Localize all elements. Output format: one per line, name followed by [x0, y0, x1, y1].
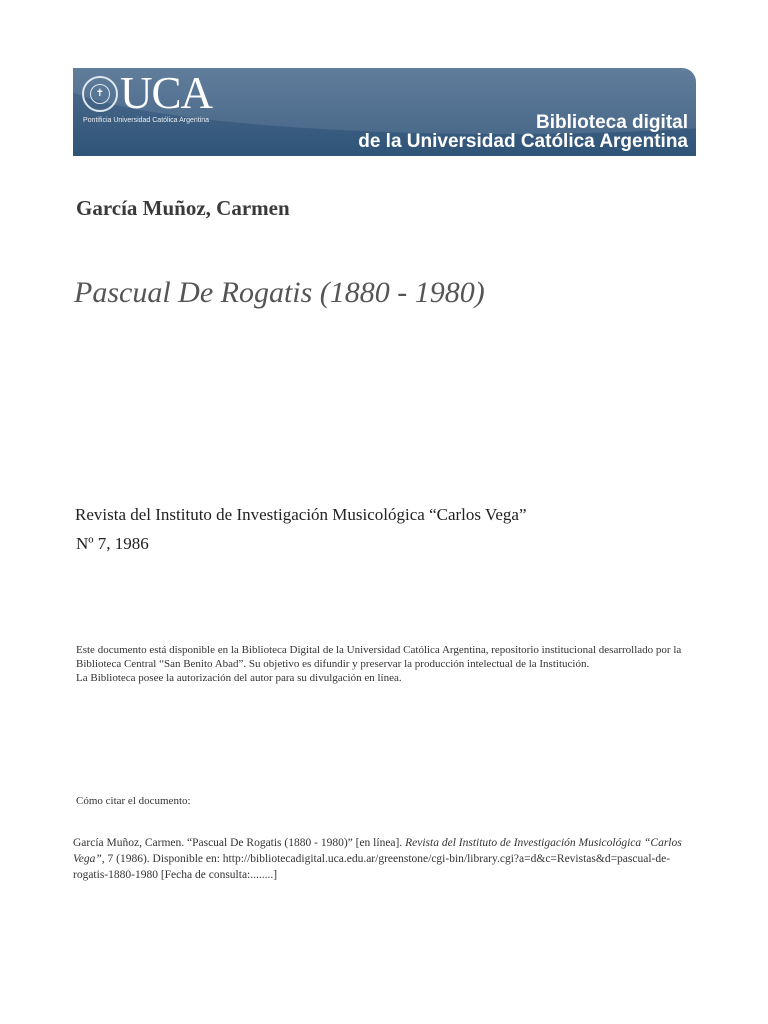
uca-logo-text: UCA [120, 68, 213, 118]
citation-part-2: , 7 (1986). Disponible en: http://bibliotecadigital.uca.edu.ar/greenstone/cgi-bin/library.cgi?a=d&c=Revistas&d=pascual-de-rogatis-1880-1980 [Fecha de consulta:........] [73, 853, 671, 881]
library-title-line2: de la Universidad Católica Argentina [358, 131, 688, 152]
citation-label: Cómo citar el documento: [76, 795, 191, 807]
uca-logo-subtitle: Pontificia Universidad Católica Argentina [83, 117, 210, 124]
library-banner [73, 68, 696, 156]
library-title-line1: Biblioteca digital [535, 112, 688, 133]
journal-issue: Nº 7, 1986 [76, 534, 149, 553]
citation-journal: Revista del Instituto de Investigación Musicológica “Carlos Vega” [73, 837, 682, 865]
document-title: Pascual De Rogatis (1880 - 1980) [74, 276, 485, 309]
uca-seal-icon [82, 76, 118, 112]
notice-paragraph-2: La Biblioteca posee la autorización del autor para su divulgación en línea. [76, 672, 402, 684]
citation-text [73, 835, 703, 883]
seal-center-icon: ✝ [90, 84, 110, 104]
journal-name: Revista del Instituto de Investigación Musicológica “Carlos Vega” [75, 505, 527, 524]
document-author: García Muñoz, Carmen [76, 196, 290, 220]
citation-part-1: García Muñoz, Carmen. “Pascual De Rogatis (1880 - 1980)” [en línea]. [73, 837, 403, 849]
notice-paragraph-1: Este documento está disponible en la Biblioteca Digital de la Universidad Católica Argentina, repositorio institucional desarrollado por la Biblioteca Central “San Benito Abad”. Su objetivo es difundir y preservar la producción intelectual de la Institución. [76, 644, 682, 670]
availability-notice [76, 643, 696, 685]
